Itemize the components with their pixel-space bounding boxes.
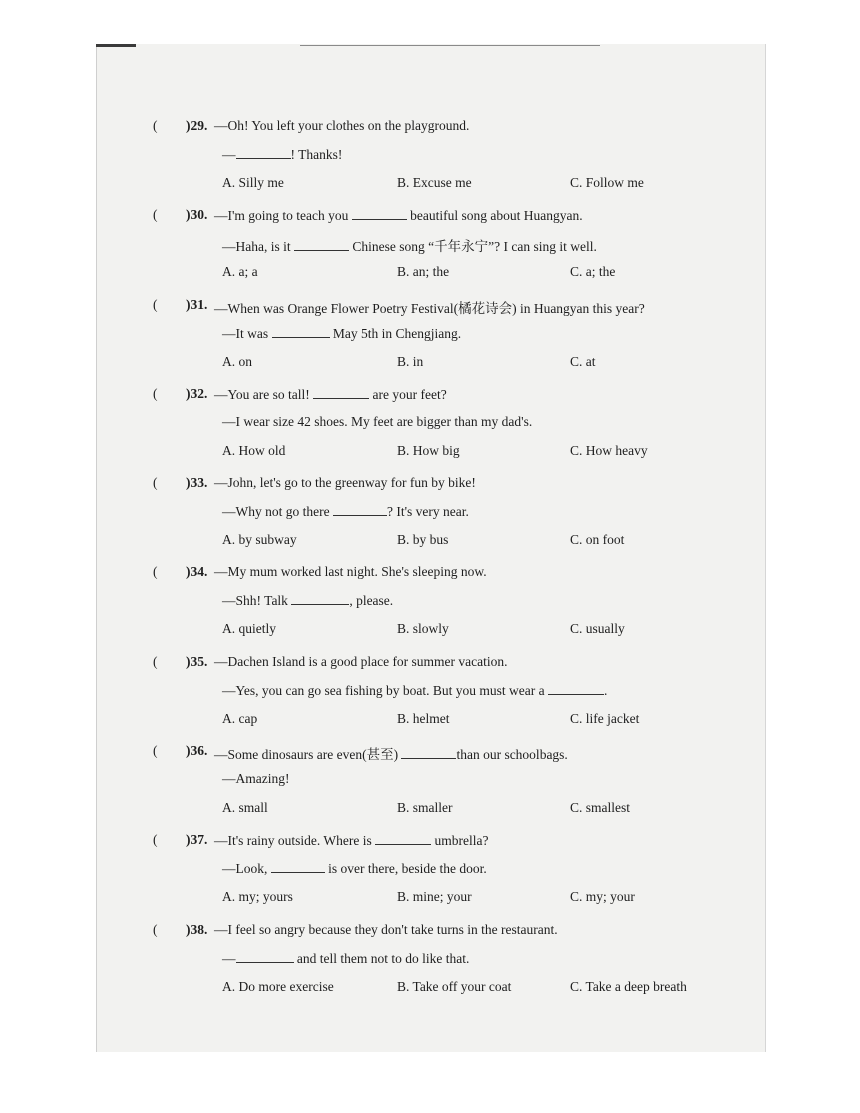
answer-paren[interactable]: ( <box>153 743 158 759</box>
options <box>222 800 742 820</box>
answer-paren[interactable]: ( <box>153 475 158 491</box>
option-c[interactable]: C. How heavy <box>570 442 648 458</box>
question-number: )34. <box>186 564 208 580</box>
header-rule <box>300 45 600 46</box>
question-line-1: —Dachen Island is a good place for summer vacation. <box>214 653 508 669</box>
option-b[interactable]: B. helmet <box>397 710 450 726</box>
option-b[interactable]: B. Excuse me <box>397 175 472 190</box>
question-number: )35. <box>186 653 208 669</box>
answer-paren[interactable]: ( <box>153 653 158 669</box>
question-line-2: —Haha, is it Chinese song “千年永宁”? I can sing it well. <box>222 239 597 255</box>
question-line-2: —It was May 5th in Chengjiang. <box>222 325 462 341</box>
option-c[interactable]: C. Take a deep breath <box>570 978 687 994</box>
question-line-2: — ! Thanks! <box>222 147 343 162</box>
question-line-1: —I feel so angry because they don't take turns in the restaurant. <box>214 921 558 937</box>
option-c[interactable]: C. Follow me <box>570 175 644 190</box>
question-number: )33. <box>186 475 208 491</box>
question-37 <box>0 832 860 921</box>
answer-blank[interactable] <box>401 746 456 759</box>
option-a[interactable]: A. cap <box>222 710 258 726</box>
option-b[interactable]: B. by bus <box>397 532 449 548</box>
question-line-1: —You are so tall! are your feet? <box>214 386 447 402</box>
question-line-2: —I wear size 42 shoes. My feet are bigger than my dad's. <box>222 413 533 429</box>
question-line-1: —John, let's go to the greenway for fun by bike! <box>214 475 476 491</box>
options <box>222 711 742 731</box>
option-b[interactable]: B. smaller <box>397 800 453 816</box>
question-line-1: —My mum worked last night. She's sleeping now. <box>214 564 487 580</box>
option-c[interactable]: C. at <box>570 353 596 369</box>
option-a[interactable]: A. Do more exercise <box>222 978 334 994</box>
question-line-1: —Oh! You left your clothes on the playground. <box>214 118 470 133</box>
options <box>222 443 742 463</box>
question-29 <box>0 118 860 207</box>
option-a[interactable]: A. a; a <box>222 264 258 280</box>
question-36 <box>0 743 860 832</box>
question-line-2: —Why not go there ? It's very near. <box>222 504 469 520</box>
question-number: )36. <box>186 743 208 759</box>
answer-paren[interactable]: ( <box>153 118 158 133</box>
answer-blank[interactable] <box>333 503 387 516</box>
answer-blank[interactable] <box>548 682 604 695</box>
answer-blank[interactable] <box>375 832 431 845</box>
question-number: )38. <box>186 921 208 937</box>
question-31 <box>0 297 860 386</box>
question-30 <box>0 207 860 296</box>
answer-paren[interactable]: ( <box>153 296 158 312</box>
question-line-1: —Some dinosaurs are even(甚至) than our schoolbags. <box>214 747 568 763</box>
option-b[interactable]: B. Take off your coat <box>397 978 512 994</box>
option-a[interactable]: A. by subway <box>222 532 297 548</box>
answer-paren[interactable]: ( <box>153 207 158 223</box>
question-number: )32. <box>186 385 208 401</box>
option-c[interactable]: C. usually <box>570 621 625 637</box>
options <box>222 979 742 999</box>
option-a[interactable]: A. quietly <box>222 621 276 637</box>
option-b[interactable]: B. slowly <box>397 621 449 637</box>
answer-paren[interactable]: ( <box>153 832 158 848</box>
answer-paren[interactable]: ( <box>153 921 158 937</box>
question-35 <box>0 654 860 743</box>
question-list <box>0 118 860 1011</box>
question-line-1: —I'm going to teach you beautiful song about Huangyan. <box>214 208 583 224</box>
question-line-2: —Amazing! <box>222 771 290 787</box>
option-c[interactable]: C. a; the <box>570 264 616 280</box>
option-a[interactable]: A. on <box>222 353 252 369</box>
option-a[interactable]: A. small <box>222 800 268 816</box>
question-38 <box>0 922 860 1011</box>
option-b[interactable]: B. in <box>397 353 424 369</box>
answer-blank[interactable] <box>291 592 349 605</box>
question-33 <box>0 475 860 564</box>
question-line-1: —When was Orange Flower Poetry Festival(橘花诗会) in Huangyan this year? <box>214 300 645 316</box>
options <box>222 354 742 374</box>
options <box>222 621 742 641</box>
option-b[interactable]: B. How big <box>397 442 460 458</box>
option-a[interactable]: A. Silly me <box>222 175 284 190</box>
answer-blank[interactable] <box>313 386 369 399</box>
option-c[interactable]: C. on foot <box>570 532 625 548</box>
option-a[interactable]: A. How old <box>222 442 286 458</box>
question-34 <box>0 564 860 653</box>
question-number: )30. <box>186 207 208 223</box>
answer-blank[interactable] <box>352 207 407 220</box>
question-number: )31. <box>186 296 208 312</box>
question-line-2: —Yes, you can go sea fishing by boat. But you must wear a . <box>222 682 608 698</box>
question-line-2: —Look, is over there, beside the door. <box>222 861 487 877</box>
question-number: )37. <box>186 832 208 848</box>
question-line-1: —It's rainy outside. Where is umbrella? <box>214 833 489 849</box>
answer-blank[interactable] <box>294 238 349 251</box>
answer-blank[interactable] <box>272 325 330 338</box>
question-line-2: —Shh! Talk , please. <box>222 593 394 609</box>
answer-blank[interactable] <box>236 146 291 159</box>
answer-blank[interactable] <box>236 950 294 963</box>
option-c[interactable]: C. my; your <box>570 889 635 905</box>
options <box>222 264 742 284</box>
option-c[interactable]: C. smallest <box>570 800 630 816</box>
options <box>222 889 742 909</box>
question-32 <box>0 386 860 475</box>
option-b[interactable]: B. mine; your <box>397 889 472 905</box>
answer-blank[interactable] <box>271 860 325 873</box>
answer-paren[interactable]: ( <box>153 385 158 401</box>
scan-edge-mark <box>96 44 136 47</box>
options <box>222 532 742 552</box>
question-line-2: — and tell them not to do like that. <box>222 950 470 966</box>
question-number: )29. <box>186 118 208 133</box>
option-a[interactable]: A. my; yours <box>222 889 293 905</box>
answer-paren[interactable]: ( <box>153 564 158 580</box>
options <box>222 175 742 195</box>
option-c[interactable]: C. life jacket <box>570 710 640 726</box>
option-b[interactable]: B. an; the <box>397 264 450 280</box>
